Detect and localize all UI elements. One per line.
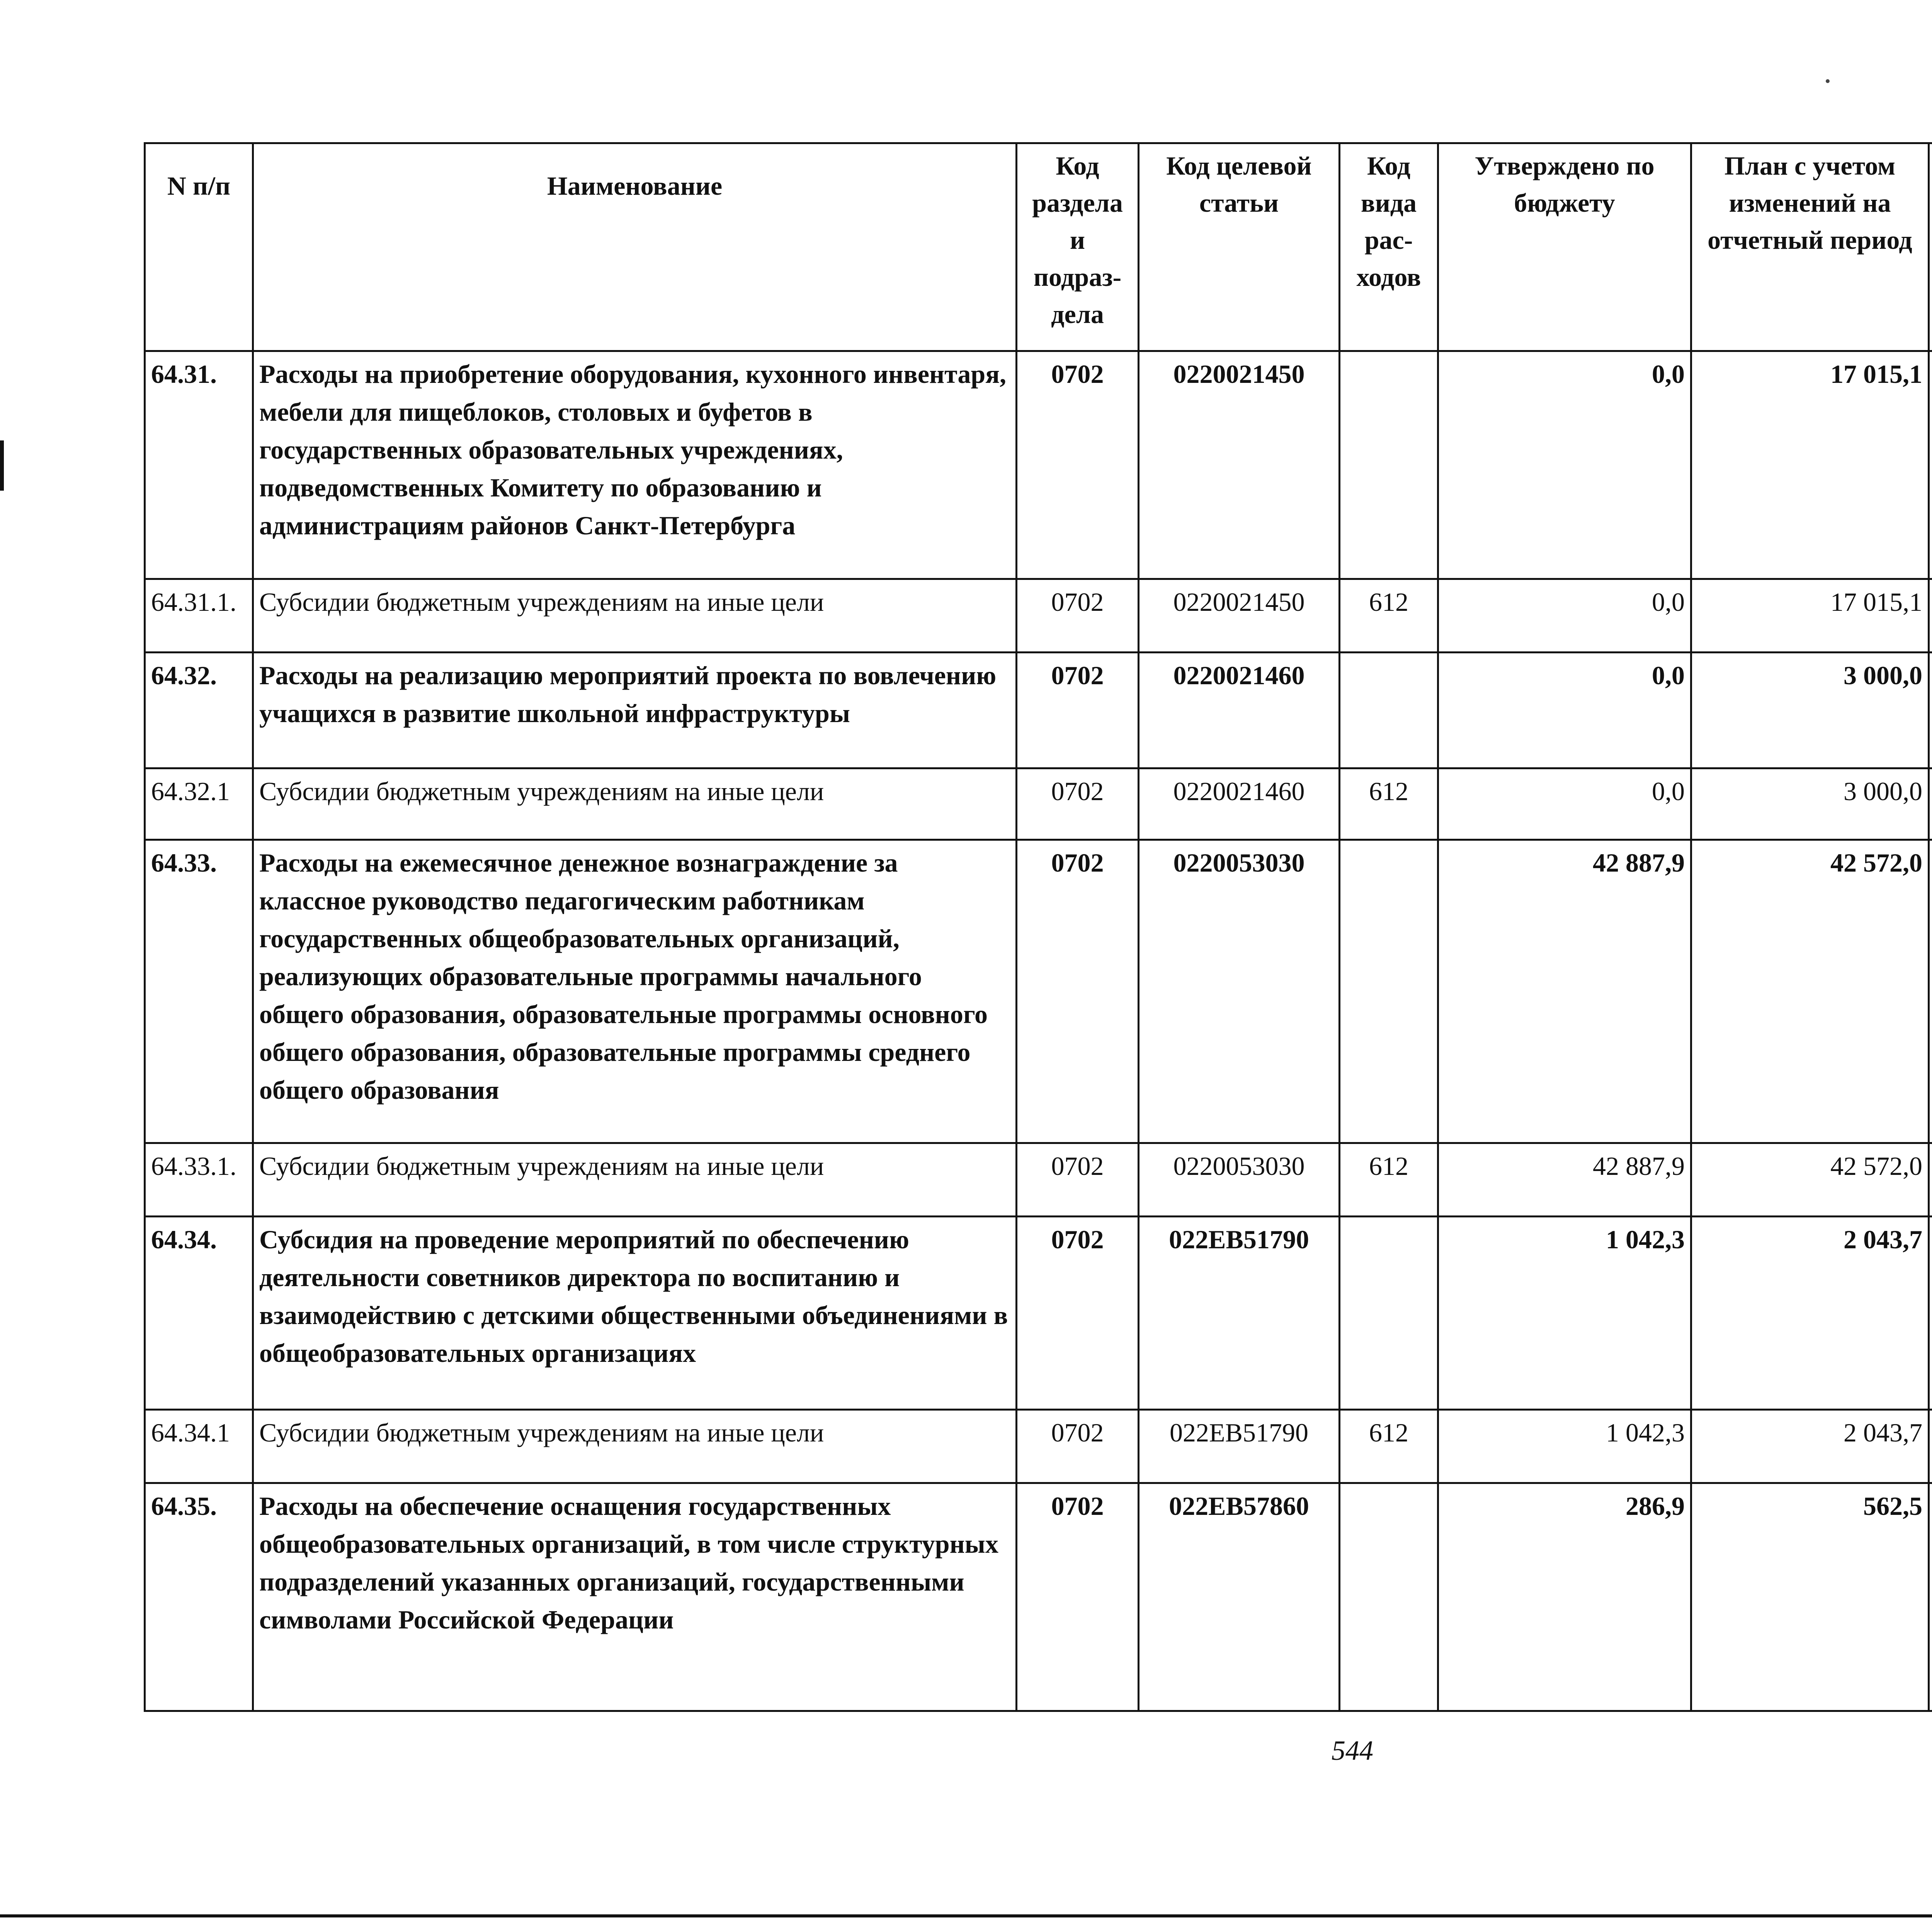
cell-num: 64.35. [145,1483,253,1711]
table-row [145,1143,1932,1217]
table-row [145,768,1932,840]
cell-expense: 612 [1340,579,1438,653]
cell-plan: 42 572,0 [1691,840,1929,1143]
cell-target: 0220021450 [1139,579,1340,653]
cell-section: 0702 [1017,1483,1139,1711]
cell-approved: 0,0 [1438,768,1691,840]
cell-section: 0702 [1017,1217,1139,1410]
cell-expense [1340,653,1438,768]
cell-section: 0702 [1017,351,1139,579]
header-expense-code: Код вида рас- ходов [1340,143,1438,351]
cell-plan: 3 000,0 [1691,653,1929,768]
cell-name: Расходы на приобретение оборудования, кухонного инвентаря, мебели для пищеблоков, столовых и буфетов в государственных образовательных учреждениях, подведомственных Комитету по образованию и администрациям районов Санкт-Петербурга [253,351,1017,579]
cell-num: 64.31. [145,351,253,579]
cell-approved: 42 887,9 [1438,1143,1691,1217]
cell-section: 0702 [1017,840,1139,1143]
cell-executed [1929,768,1932,840]
cell-name: Расходы на ежемесячное денежное вознаграждение за классное руководство педагогическим работникам государственных общеобразовательных организаций, реализующих образовательные программы начального общего образования, образовательные программы основного общего образования, образовательные программы среднего общего образования [253,840,1017,1143]
cell-section: 0702 [1017,1143,1139,1217]
cell-target: 0220021460 [1139,653,1340,768]
cell-section: 0702 [1017,1410,1139,1483]
cell-executed [1929,351,1932,579]
cell-name: Субсидии бюджетным учреждениям на иные цели [253,768,1017,840]
cell-name: Расходы на обеспечение оснащения государственных общеобразовательных организаций, в том числе структурных подразделений указанных организаций, государственными символами Российской Федерации [253,1483,1017,1711]
cell-expense [1340,840,1438,1143]
header-approved: Утверждено по бюджету [1438,143,1691,351]
cell-num: 64.31.1. [145,579,253,653]
cell-expense: 612 [1340,1410,1438,1483]
cell-plan: 3 000,0 [1691,768,1929,840]
budget-execution-table [144,142,1932,1712]
scan-speck [1826,79,1830,83]
cell-plan: 17 015,1 [1691,351,1929,579]
cell-target: 0220021450 [1139,351,1340,579]
cell-name: Субсидии бюджетным учреждениям на иные цели [253,1143,1017,1217]
cell-approved: 0,0 [1438,351,1691,579]
cell-approved: 42 887,9 [1438,840,1691,1143]
cell-plan: 2 043,7 [1691,1217,1929,1410]
header-executed [1929,143,1932,351]
cell-approved: 0,0 [1438,653,1691,768]
cell-expense [1340,1483,1438,1711]
table-row [145,351,1932,579]
cell-num: 64.32. [145,653,253,768]
cell-plan: 42 572,0 [1691,1143,1929,1217]
cell-num: 64.32.1 [145,768,253,840]
table-row [145,653,1932,768]
cell-target: 0220021460 [1139,768,1340,840]
table-row [145,1483,1932,1711]
cell-target: 0220053030 [1139,1143,1340,1217]
cell-target: 022EB51790 [1139,1217,1340,1410]
header-target-code: Код целевой статьи [1139,143,1340,351]
cell-name: Субсидия на проведение мероприятий по обеспечению деятельности советников директора по воспитанию и взаимодействию с детскими общественными объединениями в общеобразовательных организациях [253,1217,1017,1410]
cell-executed [1929,653,1932,768]
table-row [145,1217,1932,1410]
cell-approved: 0,0 [1438,579,1691,653]
cell-target: 022EB57860 [1139,1483,1340,1711]
header-section-code: Код раздела и подраз- дела [1017,143,1139,351]
cell-executed [1929,579,1932,653]
cell-approved: 286,9 [1438,1483,1691,1711]
cell-name: Субсидии бюджетным учреждениям на иные цели [253,1410,1017,1483]
header-row-1 [145,143,1932,189]
table-body [145,351,1932,1711]
cell-num: 64.33.1. [145,1143,253,1217]
cell-executed [1929,840,1932,1143]
cell-section: 0702 [1017,768,1139,840]
table-row [145,579,1932,653]
cell-name: Расходы на реализацию мероприятий проекта по вовлечению учащихся в развитие школьной инфраструктуры [253,653,1017,768]
bottom-scan-edge [0,1914,1932,1917]
cell-num: 64.33. [145,840,253,1143]
cell-approved: 1 042,3 [1438,1410,1691,1483]
table-row [145,1410,1932,1483]
cell-expense [1340,351,1438,579]
cell-executed [1929,1483,1932,1711]
left-scan-edge [0,440,4,491]
cell-expense: 612 [1340,768,1438,840]
cell-executed [1929,1143,1932,1217]
header-plan: План с учетом изменений на отчетный период [1691,143,1929,351]
cell-num: 64.34. [145,1217,253,1410]
table-row [145,840,1932,1143]
cell-expense: 612 [1340,1143,1438,1217]
cell-approved: 1 042,3 [1438,1217,1691,1410]
cell-executed [1929,1217,1932,1410]
header-name: Наименование [253,143,1017,351]
cell-plan: 2 043,7 [1691,1410,1929,1483]
cell-plan: 17 015,1 [1691,579,1929,653]
cell-section: 0702 [1017,653,1139,768]
header-num: N п/п [145,143,253,351]
page-number: 544 [1332,1735,1373,1766]
cell-expense [1340,1217,1438,1410]
cell-executed [1929,1410,1932,1483]
cell-name: Субсидии бюджетным учреждениям на иные цели [253,579,1017,653]
cell-section: 0702 [1017,579,1139,653]
cell-target: 022EB51790 [1139,1410,1340,1483]
cell-target: 0220053030 [1139,840,1340,1143]
cell-plan: 562,5 [1691,1483,1929,1711]
cell-num: 64.34.1 [145,1410,253,1483]
